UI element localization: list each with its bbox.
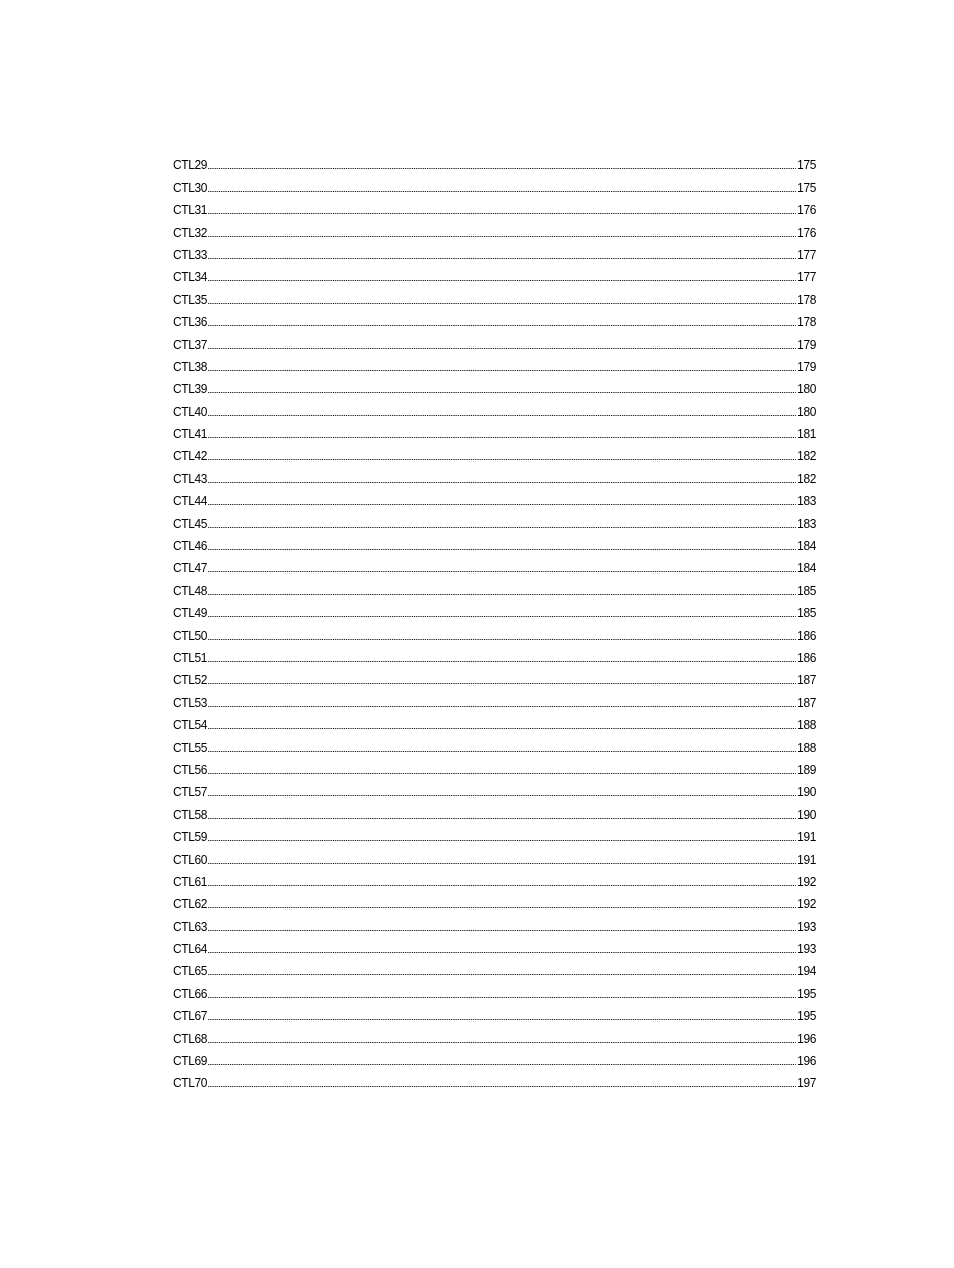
toc-entry-page-number: 181 xyxy=(797,426,817,442)
dot-leader xyxy=(208,740,796,755)
toc-entry-label: CTL59 xyxy=(173,829,208,845)
toc-entry-label: CTL52 xyxy=(173,672,208,688)
toc-entry-label: CTL40 xyxy=(173,403,208,419)
toc-entry-label: CTL47 xyxy=(173,560,208,576)
dot-leader xyxy=(208,919,796,934)
toc-entry-page-number: 191 xyxy=(797,829,817,845)
toc-entry[interactable] xyxy=(173,710,816,732)
toc-entry-label: CTL69 xyxy=(173,1053,208,1069)
toc-entry[interactable] xyxy=(173,374,816,396)
toc-entry-label: CTL41 xyxy=(173,426,208,442)
toc-entry-label: CTL60 xyxy=(173,851,208,867)
toc-entry-page-number: 180 xyxy=(797,403,817,419)
toc-entry-label: CTL55 xyxy=(173,739,208,755)
toc-entry[interactable] xyxy=(173,1068,816,1090)
toc-entry[interactable] xyxy=(173,240,816,262)
toc-entry-page-number: 183 xyxy=(797,515,817,531)
toc-entry[interactable] xyxy=(173,755,816,777)
toc-entry-page-number: 182 xyxy=(797,470,817,486)
toc-entry-page-number: 194 xyxy=(797,963,817,979)
toc-entry-label: CTL32 xyxy=(173,224,208,240)
toc-entry[interactable] xyxy=(173,329,816,351)
toc-entry[interactable] xyxy=(173,911,816,933)
dot-leader xyxy=(208,672,796,687)
toc-entry-page-number: 196 xyxy=(797,1030,817,1046)
dot-leader xyxy=(208,426,796,441)
toc-entry[interactable] xyxy=(173,441,816,463)
toc-entry-page-number: 192 xyxy=(797,896,817,912)
dot-leader xyxy=(208,292,796,307)
toc-entry-page-number: 178 xyxy=(797,314,817,330)
toc-entry[interactable] xyxy=(173,665,816,687)
toc-entry-label: CTL58 xyxy=(173,806,208,822)
dot-leader xyxy=(208,493,796,508)
toc-entry[interactable] xyxy=(173,1046,816,1068)
toc-entry-page-number: 185 xyxy=(797,582,817,598)
toc-entry[interactable] xyxy=(173,508,816,530)
table-of-contents xyxy=(173,150,816,1090)
toc-entry-page-number: 175 xyxy=(797,157,817,173)
toc-entry-label: CTL63 xyxy=(173,918,208,934)
toc-entry-page-number: 183 xyxy=(797,493,817,509)
dot-leader xyxy=(208,471,796,486)
toc-entry-label: CTL51 xyxy=(173,649,208,665)
toc-entry-page-number: 184 xyxy=(797,538,817,554)
toc-entry-label: CTL46 xyxy=(173,538,208,554)
dot-leader xyxy=(208,404,796,419)
toc-entry-page-number: 190 xyxy=(797,806,817,822)
toc-entry-page-number: 186 xyxy=(797,627,817,643)
toc-entry-page-number: 179 xyxy=(797,336,817,352)
toc-entry-label: CTL45 xyxy=(173,515,208,531)
toc-entry[interactable] xyxy=(173,1023,816,1045)
toc-entry-page-number: 187 xyxy=(797,694,817,710)
toc-entry-label: CTL49 xyxy=(173,605,208,621)
dot-leader xyxy=(208,1031,796,1046)
toc-entry[interactable] xyxy=(173,172,816,194)
dot-leader xyxy=(208,807,796,822)
toc-entry[interactable] xyxy=(173,396,816,418)
dot-leader xyxy=(208,314,796,329)
toc-entry[interactable] xyxy=(173,978,816,1000)
toc-entry-page-number: 178 xyxy=(797,291,817,307)
toc-entry-page-number: 177 xyxy=(797,269,817,285)
toc-entry[interactable] xyxy=(173,419,816,441)
toc-entry-label: CTL56 xyxy=(173,761,208,777)
toc-entry-label: CTL44 xyxy=(173,493,208,509)
dot-leader xyxy=(208,1075,796,1090)
toc-entry[interactable] xyxy=(173,463,816,485)
dot-leader xyxy=(208,269,796,284)
toc-entry-label: CTL50 xyxy=(173,627,208,643)
dot-leader xyxy=(208,560,796,575)
toc-entry[interactable] xyxy=(173,553,816,575)
toc-entry-page-number: 176 xyxy=(797,224,817,240)
toc-entry-page-number: 177 xyxy=(797,246,817,262)
dot-leader xyxy=(208,852,796,867)
dot-leader xyxy=(208,225,796,240)
toc-entry[interactable] xyxy=(173,575,816,597)
toc-entry-label: CTL34 xyxy=(173,269,208,285)
toc-entry-label: CTL61 xyxy=(173,873,208,889)
toc-entry-label: CTL53 xyxy=(173,694,208,710)
toc-entry-label: CTL43 xyxy=(173,470,208,486)
toc-entry[interactable] xyxy=(173,777,816,799)
toc-entry-page-number: 186 xyxy=(797,649,817,665)
dot-leader xyxy=(208,180,796,195)
toc-entry[interactable] xyxy=(173,1001,816,1023)
toc-entry-page-number: 189 xyxy=(797,761,817,777)
toc-entry-page-number: 193 xyxy=(797,918,817,934)
toc-entry-label: CTL33 xyxy=(173,246,208,262)
toc-entry-label: CTL30 xyxy=(173,179,208,195)
dot-leader xyxy=(208,829,796,844)
dot-leader xyxy=(208,896,796,911)
dot-leader xyxy=(208,695,796,710)
dot-leader xyxy=(208,157,796,172)
dot-leader xyxy=(208,986,796,1001)
toc-entry-label: CTL38 xyxy=(173,358,208,374)
toc-entry[interactable] xyxy=(173,486,816,508)
toc-entry-page-number: 187 xyxy=(797,672,817,688)
toc-entry-page-number: 196 xyxy=(797,1053,817,1069)
toc-entry-page-number: 195 xyxy=(797,1008,817,1024)
toc-entry[interactable] xyxy=(173,195,816,217)
toc-entry[interactable] xyxy=(173,687,816,709)
dot-leader xyxy=(208,337,796,352)
toc-entry[interactable] xyxy=(173,262,816,284)
toc-entry[interactable] xyxy=(173,307,816,329)
toc-entry-page-number: 195 xyxy=(797,985,817,1001)
dot-leader xyxy=(208,381,796,396)
toc-entry-label: CTL42 xyxy=(173,448,208,464)
toc-entry-label: CTL67 xyxy=(173,1008,208,1024)
toc-entry[interactable] xyxy=(173,822,816,844)
toc-entry-page-number: 193 xyxy=(797,941,817,957)
toc-entry[interactable] xyxy=(173,217,816,239)
toc-entry-page-number: 190 xyxy=(797,784,817,800)
toc-entry[interactable] xyxy=(173,799,816,821)
dot-leader xyxy=(208,717,796,732)
toc-entry[interactable] xyxy=(173,844,816,866)
toc-entry[interactable] xyxy=(173,934,816,956)
toc-entry-label: CTL31 xyxy=(173,202,208,218)
toc-entry[interactable] xyxy=(173,284,816,306)
dot-leader xyxy=(208,650,796,665)
dot-leader xyxy=(208,605,796,620)
toc-entry-label: CTL37 xyxy=(173,336,208,352)
toc-entry-label: CTL65 xyxy=(173,963,208,979)
toc-entry-page-number: 192 xyxy=(797,873,817,889)
toc-entry-label: CTL54 xyxy=(173,717,208,733)
toc-entry-label: CTL29 xyxy=(173,157,208,173)
dot-leader xyxy=(208,1008,796,1023)
toc-entry-label: CTL68 xyxy=(173,1030,208,1046)
toc-entry-label: CTL48 xyxy=(173,582,208,598)
toc-entry-page-number: 175 xyxy=(797,179,817,195)
dot-leader xyxy=(208,628,796,643)
toc-entry-label: CTL66 xyxy=(173,985,208,1001)
dot-leader xyxy=(208,963,796,978)
toc-entry-label: CTL57 xyxy=(173,784,208,800)
toc-entry[interactable] xyxy=(173,956,816,978)
dot-leader xyxy=(208,874,796,889)
dot-leader xyxy=(208,448,796,463)
toc-entry-label: CTL62 xyxy=(173,896,208,912)
toc-entry[interactable] xyxy=(173,620,816,642)
dot-leader xyxy=(208,247,796,262)
toc-entry-page-number: 184 xyxy=(797,560,817,576)
toc-entry-label: CTL39 xyxy=(173,381,208,397)
toc-entry-label: CTL70 xyxy=(173,1075,208,1091)
toc-entry-label: CTL64 xyxy=(173,941,208,957)
toc-entry[interactable] xyxy=(173,598,816,620)
toc-entry-label: CTL35 xyxy=(173,291,208,307)
toc-entry[interactable] xyxy=(173,889,816,911)
toc-entry[interactable] xyxy=(173,643,816,665)
toc-entry-page-number: 182 xyxy=(797,448,817,464)
toc-entry-label: CTL36 xyxy=(173,314,208,330)
toc-entry-page-number: 191 xyxy=(797,851,817,867)
toc-entry[interactable] xyxy=(173,150,816,172)
dot-leader xyxy=(208,1053,796,1068)
toc-entry[interactable] xyxy=(173,352,816,374)
dot-leader xyxy=(208,359,796,374)
toc-entry-page-number: 180 xyxy=(797,381,817,397)
toc-entry-page-number: 188 xyxy=(797,739,817,755)
toc-entry-page-number: 179 xyxy=(797,358,817,374)
dot-leader xyxy=(208,762,796,777)
toc-entry[interactable] xyxy=(173,732,816,754)
dot-leader xyxy=(208,516,796,531)
dot-leader xyxy=(208,941,796,956)
toc-entry[interactable] xyxy=(173,531,816,553)
toc-entry[interactable] xyxy=(173,867,816,889)
toc-entry-page-number: 188 xyxy=(797,717,817,733)
dot-leader xyxy=(208,583,796,598)
toc-entry-page-number: 197 xyxy=(797,1075,817,1091)
toc-entry-page-number: 176 xyxy=(797,202,817,218)
dot-leader xyxy=(208,784,796,799)
toc-entry-page-number: 185 xyxy=(797,605,817,621)
dot-leader xyxy=(208,538,796,553)
dot-leader xyxy=(208,202,796,217)
